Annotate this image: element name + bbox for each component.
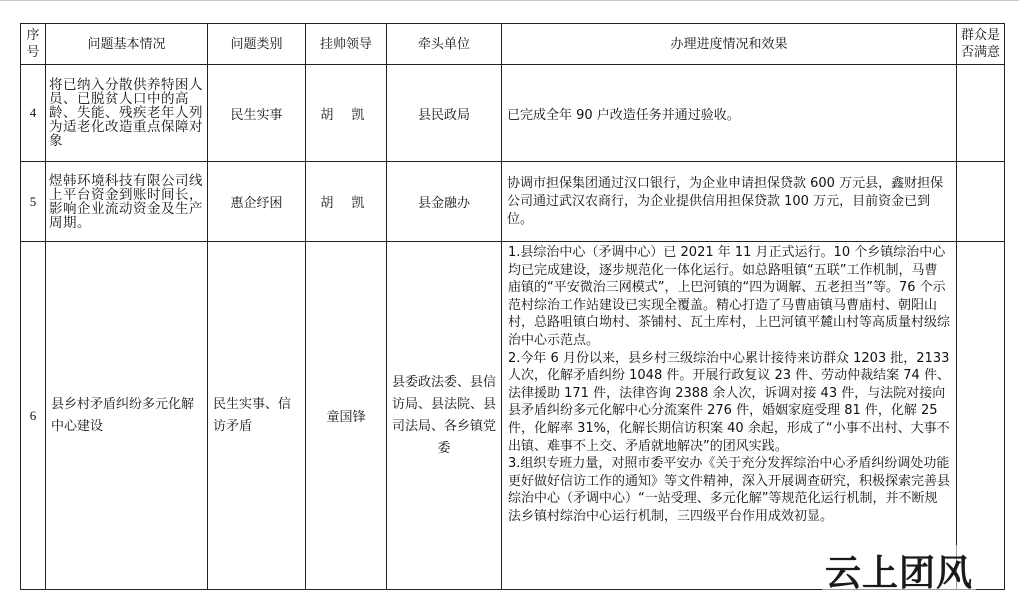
- header-row: [21, 24, 1005, 65]
- progress-paragraph: 协调市担保集团通过汉口银行，为企业申请担保贷款 600 万元县，鑫财担保公司通过武汉农商行，为企业提供信用担保贷款 100 万元，目前资金已到位。: [507, 175, 944, 227]
- progress-paragraph-3: 3.组织专班力量，对照市委平安办《关于充分发挥综治中心矛盾纠纷调处功能更好做好信访工作的通知》等文件精神，深入开展调查研究，积极探索完善县综治中心（矛调中心）“一站受理、多元化解”等规范化运行机制，并不断规法乡镇村综治中心运行机制，三四级平台作用成效初显。: [508, 456, 951, 524]
- progress-paragraph-1: 1.县综治中心（矛调中心）已 2021 年 11 月正式运行。10 个乡镇综治中心均已完成建设，逐步规范化一体化运行。如总路咀镇“五联”工作机制，马曹庙镇的“平安微治三网模式”，上巴河镇的“四为调解、五老担当”等。76 个示范村综治工作站建设已实现全覆盖。精心打造了马曹庙镇马曹庙村、朝阳山村，总路咀镇白坳村、茶铺村、瓦土库村，上巴河镇平麓山村等高质量村级综治中心示范点。: [508, 245, 951, 348]
- progress-paragraph: 已完成全年 90 户改造任务并通过验收。: [507, 107, 740, 123]
- row-issue: 将已纳入分散供养特困人员、已脱贫人口中的高龄、失能、残疾老年人列为适老化改造重点保障对象: [46, 65, 208, 162]
- header-category: 问题类别: [208, 24, 306, 65]
- table-row: [21, 162, 1005, 242]
- progress-report-table: [20, 23, 1005, 590]
- row-issue: 煜韩环境科技有限公司线上平台资金到账时间长，影响企业流动资金及生产周期。: [46, 162, 208, 242]
- row-satisfied: [957, 242, 1005, 590]
- row-satisfied: [957, 65, 1005, 162]
- row-leader: 童国锋: [306, 242, 387, 590]
- row-leader: 胡 凯: [306, 162, 387, 242]
- row-unit: 县委政法委、县信访局、县法院、县司法局、各乡镇党委: [387, 242, 502, 590]
- progress-paragraph-2: 2.今年 6 月份以来，县乡村三级综治中心累计接待来访群众 1203 批，2133 人次，化解矛盾纠纷 1048 件。开展行政复议 23 件、劳动仲裁结案 74 件、法律援助 171 件，法律咨询 2388 余人次，诉调对接 43 件，与法院对接向县矛盾纠纷多元化解中心分流案件 276 件，婚姻家庭受理 81 件，化解 25 件，化解率 31%，化解长期信访积案 40 余起，形成了“小事不出村、大事不出镇、难事不上交、矛盾就地解决”的团风实践。: [508, 350, 950, 454]
- row-unit: 县金融办: [387, 162, 502, 242]
- row-seq: 6: [21, 242, 46, 590]
- row-progress: [502, 65, 957, 162]
- row-issue: 县乡村矛盾纠纷多元化解中心建设: [46, 242, 208, 590]
- header-progress: 办理进度情况和效果: [502, 24, 957, 65]
- table-row: [21, 65, 1005, 162]
- table-row: [21, 242, 1005, 590]
- header-satisfied: 群众是否满意: [957, 24, 1005, 65]
- top-edge-line: [0, 0, 1019, 1]
- row-leader: 胡 凯: [306, 65, 387, 162]
- row-unit: 县民政局: [387, 65, 502, 162]
- header-issue: 问题基本情况: [46, 24, 208, 65]
- header-seq: 序号: [21, 24, 46, 65]
- row-category: 民生实事: [208, 65, 306, 162]
- row-progress: [502, 242, 957, 590]
- header-leader: 挂帅领导: [306, 24, 387, 65]
- row-seq: 5: [21, 162, 46, 242]
- header-unit: 牵头单位: [387, 24, 502, 65]
- row-seq: 4: [21, 65, 46, 162]
- row-satisfied: [957, 162, 1005, 242]
- row-category: 惠企纾困: [208, 162, 306, 242]
- row-category: 民生实事、信访矛盾: [208, 242, 306, 590]
- watermark-logo: 云上团风: [822, 545, 976, 596]
- row-progress: [502, 162, 957, 242]
